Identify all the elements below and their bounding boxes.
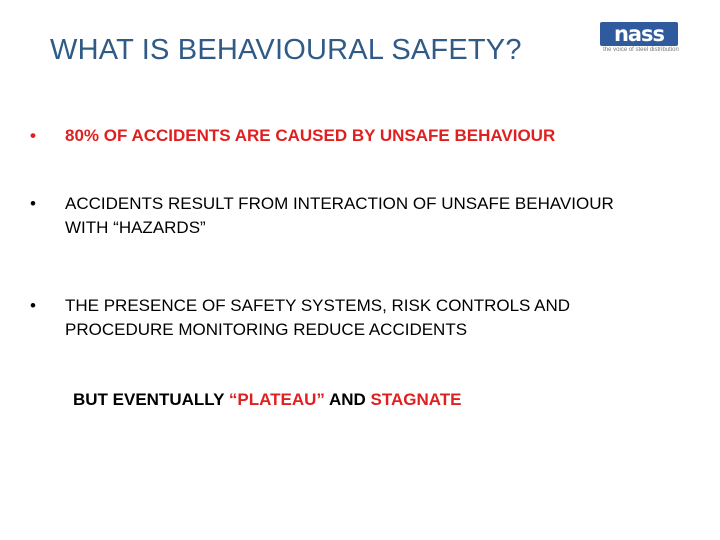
bullet-item	[30, 294, 645, 342]
slide-title: WHAT IS BEHAVIOURAL SAFETY?	[50, 34, 522, 66]
conclusion-line	[73, 390, 462, 410]
logo-wordmark: nass	[600, 22, 678, 46]
bullet-icon: •	[30, 296, 36, 315]
bullet-text: 80% OF ACCIDENTS ARE CAUSED BY UNSAFE BEHAVIOUR	[65, 126, 556, 145]
bullet-text: THE PRESENCE OF SAFETY SYSTEMS, RISK CONTROLS AND PROCEDURE MONITORING REDUCE ACCIDENTS	[65, 296, 571, 339]
logo-tagline: the voice of steel distribution	[603, 47, 679, 53]
bullet-icon: •	[30, 194, 36, 213]
bullet-icon: •	[30, 126, 36, 145]
conclusion-stagnate: STAGNATE	[370, 390, 462, 409]
bullet-text: ACCIDENTS RESULT FROM INTERACTION OF UNSAFE BEHAVIOUR WITH “HAZARDS”	[65, 194, 614, 237]
conclusion-lead: BUT EVENTUALLY	[73, 390, 229, 409]
conclusion-plateau: “PLATEAU”	[228, 390, 325, 409]
conclusion-middle: AND	[324, 390, 371, 409]
bullet-item	[30, 124, 645, 148]
nass-logo	[595, 22, 687, 58]
bullet-item	[30, 192, 645, 240]
